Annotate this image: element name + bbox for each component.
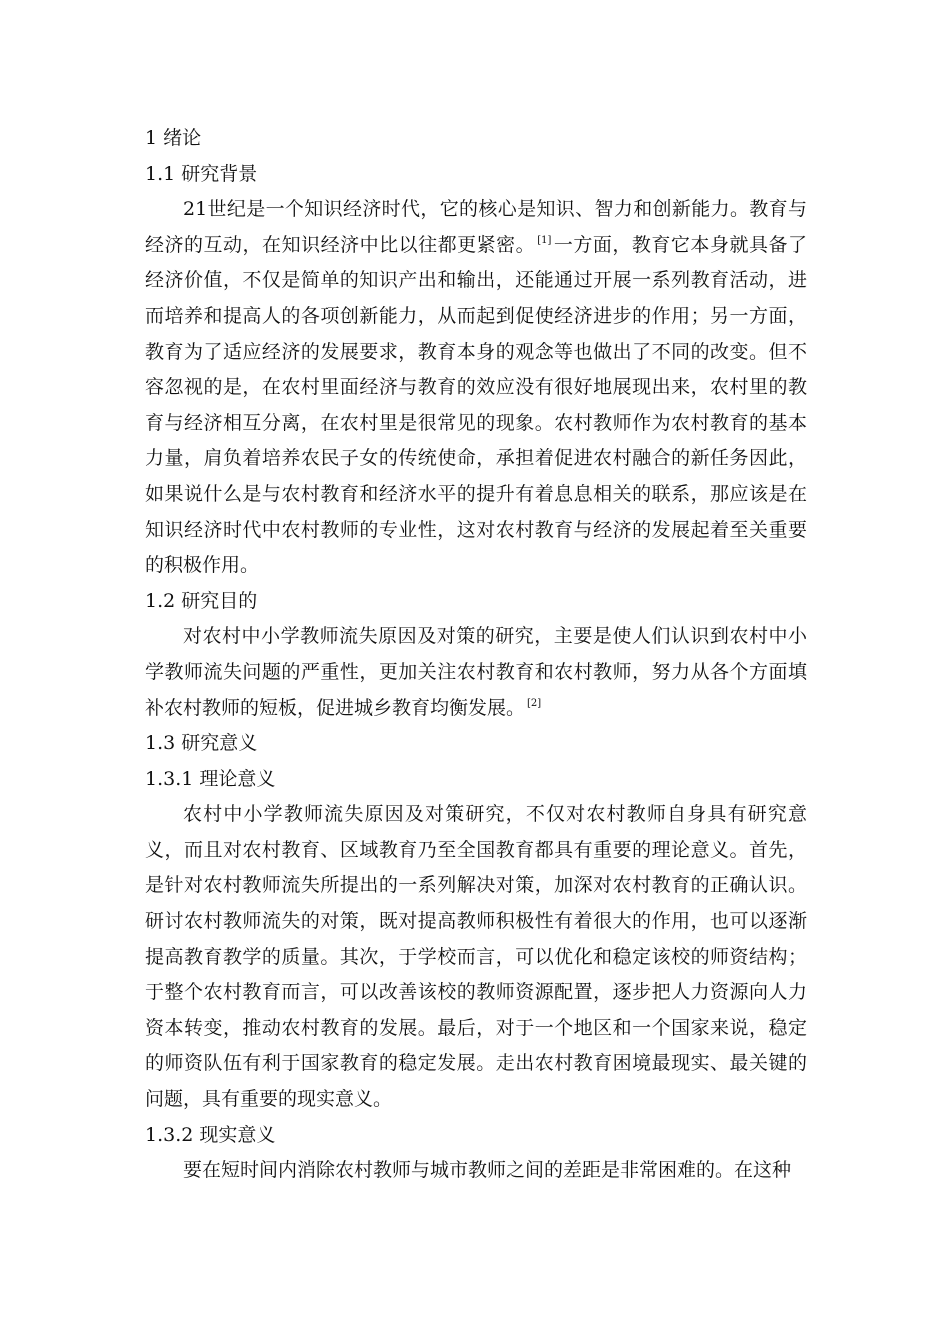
chapter-heading: 1 绪论	[145, 127, 202, 149]
citation-ref-1: [1]	[537, 235, 552, 247]
section-heading-significance: 1.3 研究意义	[145, 732, 258, 755]
subsection-heading-practical: 1.3.2 现实意义	[145, 1123, 276, 1146]
section-heading-background: 1.1 研究背景	[145, 162, 258, 185]
section-heading-purpose: 1.2 研究目的	[145, 589, 258, 612]
paragraph-text: 21世纪是一个知识经济时代，它的核心是知识、智力和创新能力。教育与经济的互动，在知识经济中比以往都更紧密。	[145, 198, 807, 256]
paragraph-background	[145, 192, 807, 584]
citation-ref-2: [2]	[527, 698, 542, 710]
paragraph-theoretical: 农村中小学教师流失原因及对策研究，不仅对农村教师自身具有研究意义，而且对农村教育、区域教育乃至全国教育都具有重要的理论意义。首先，是针对农村教师流失所提出的一系列解决对策，加深对农村教育的正确认识。研讨农村教师流失的对策，既对提高教师积极性有着很大的作用，也可以逐渐提高教育教学的质量。其次，于学校而言，可以优化和稳定该校的师资结构；于整个农村教育而言，可以改善该校的教师资源配置，逐步把人力资源向人力资本转变，推动农村教育的发展。最后，对于一个地区和一个国家来说，稳定的师资队伍有利于国家教育的稳定发展。走出农村教育困境最现实、最关键的问题，具有重要的现实意义。	[145, 803, 807, 1111]
paragraph-text: 对农村中小学教师流失原因及对策的研究，主要是使人们认识到农村中小学教师流失问题的严重性，更加关注农村教育和农村教师，努力从各个方面填补农村教师的短板，促进城乡教育均衡发展。	[145, 625, 807, 719]
paragraph-practical: 要在短时间内消除农村教师与城市教师之间的差距是非常困难的。在这种	[183, 1159, 792, 1182]
paragraph-purpose	[145, 619, 807, 726]
paragraph-text: 一方面，教育它本身就具备了经济价值，不仅是简单的知识产出和输出，还能通过开展一系列教育活动，进而培养和提高人的各项创新能力，从而起到促使经济进步的作用；另一方面，教育为了适应经济的发展要求，教育本身的观念等也做出了不同的改变。但不容忽视的是，在农村里面经济与教育的效应没有很好地展现出来，农村里的教育与经济相互分离，在农村里是很常见的现象。农村教师作为农村教育的基本力量，肩负着培养农民子女的传统使命，承担着促进农村融合的新任务因此，如果说什么是与农村教育和经济水平的提升有着息息相关的联系，那应该是在知识经济时代中农村教师的专业性，这对农村教育与经济的发展起着至关重要的积极作用。	[145, 233, 807, 577]
document-body	[145, 121, 807, 1189]
subsection-heading-theoretical: 1.3.1 理论意义	[145, 767, 276, 790]
